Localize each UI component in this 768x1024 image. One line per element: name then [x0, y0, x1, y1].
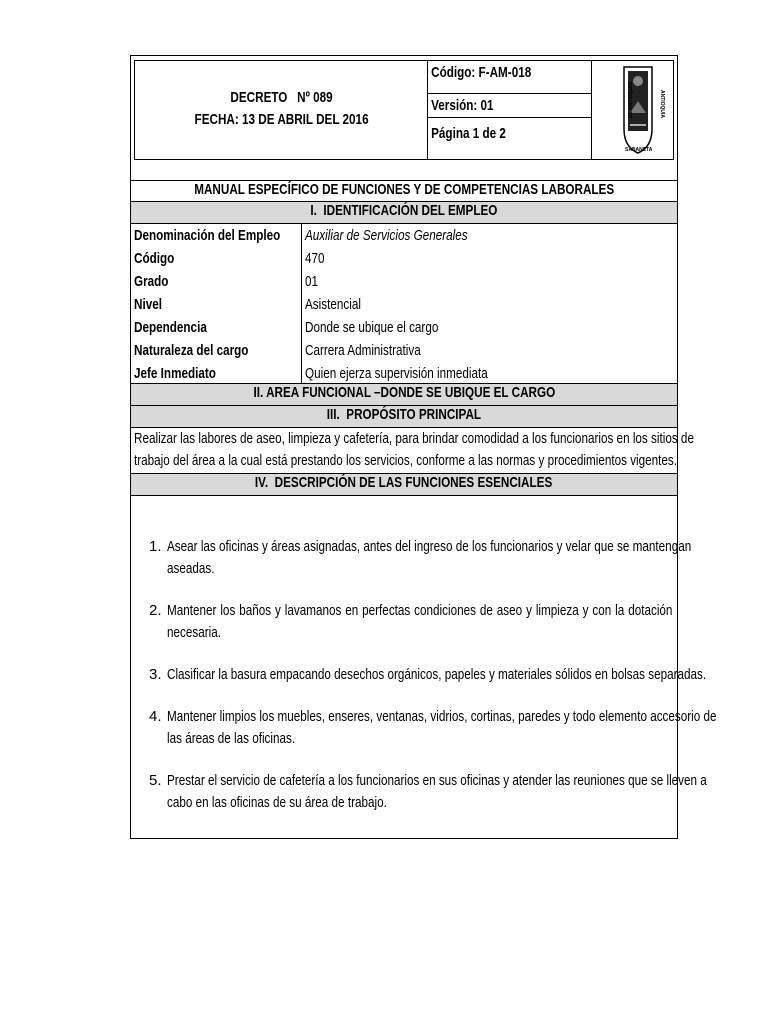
decree-block	[135, 61, 428, 159]
municipal-seal	[591, 61, 673, 159]
document-control-block	[428, 61, 591, 159]
main-purpose-text: Realizar las labores de aseo, limpieza y cafetería, para brindar comodidad a los funcionarios en los sitios de trabajo del área a la cual está prestando los servicios, conforme a las normas y procedimientos vigentes.	[131, 428, 677, 474]
document-code: Código: F-AM-018	[431, 64, 532, 81]
section-essential-functions: IV. DESCRIPCIÓN DE LAS FUNCIONES ESENCIALES	[131, 474, 677, 496]
seal-text-left: DE ANTIOQUIA	[628, 81, 635, 119]
decree-date: FECHA: 13 DE ABRIL DEL 2016	[194, 111, 369, 128]
section-main-purpose: III. PROPÓSITO PRINCIPAL	[131, 406, 677, 428]
seal-text-bottom: SABANETA	[625, 147, 653, 153]
decree-number: DECRETO Nº 089	[230, 89, 333, 106]
document-version: Versión: 01	[431, 97, 494, 114]
section-identification: I. IDENTIFICACIÓN DEL EMPLEO	[131, 202, 677, 224]
document-header	[134, 60, 674, 160]
section-functional-area: II. AREA FUNCIONAL –DONDE SE UBIQUE EL CARGO	[131, 384, 677, 406]
identification-grid: Denominación del Empleo Auxiliar de Servicios Generales Código 470 Grado 01 Nivel Asistencial Dependencia Donde se ubique el cargo Naturaleza del cargo Carrera Administrativa Jefe Inmediato Quien ejerza supervisión inmediata	[131, 224, 677, 384]
essential-functions-list: 1. Asear las oficinas y áreas asignadas, antes del ingreso de los funcionarios y velar que se mantengan aseadas. 2. Mantener los baños y lavamanos en perfectas condiciones de aseo y limpieza y con la dotación necesaria. 3. Clasificar la basura empacando desechos orgánicos, papeles y materiales sólidos en bolsas separadas. 4. Mantener limpios los muebles, enseres, ventanas, vidrios, cortinas, paredes y todo elemento accesorio de las áreas de las oficinas. 5. Prestar el servicio de cafetería a los funcionarios en sus oficinas y atender las reuniones que se lleven a cabo en las oficinas de su área de trabajo.	[149, 538, 717, 811]
document-page	[130, 55, 717, 839]
seal-text-right: ANTIOQUIA	[659, 89, 666, 119]
functions-manual-table	[131, 180, 717, 816]
document-page-number: Página 1 de 2	[431, 125, 506, 142]
manual-title: MANUAL ESPECÍFICO DE FUNCIONES Y DE COMPETENCIAS LABORALES	[131, 180, 677, 202]
